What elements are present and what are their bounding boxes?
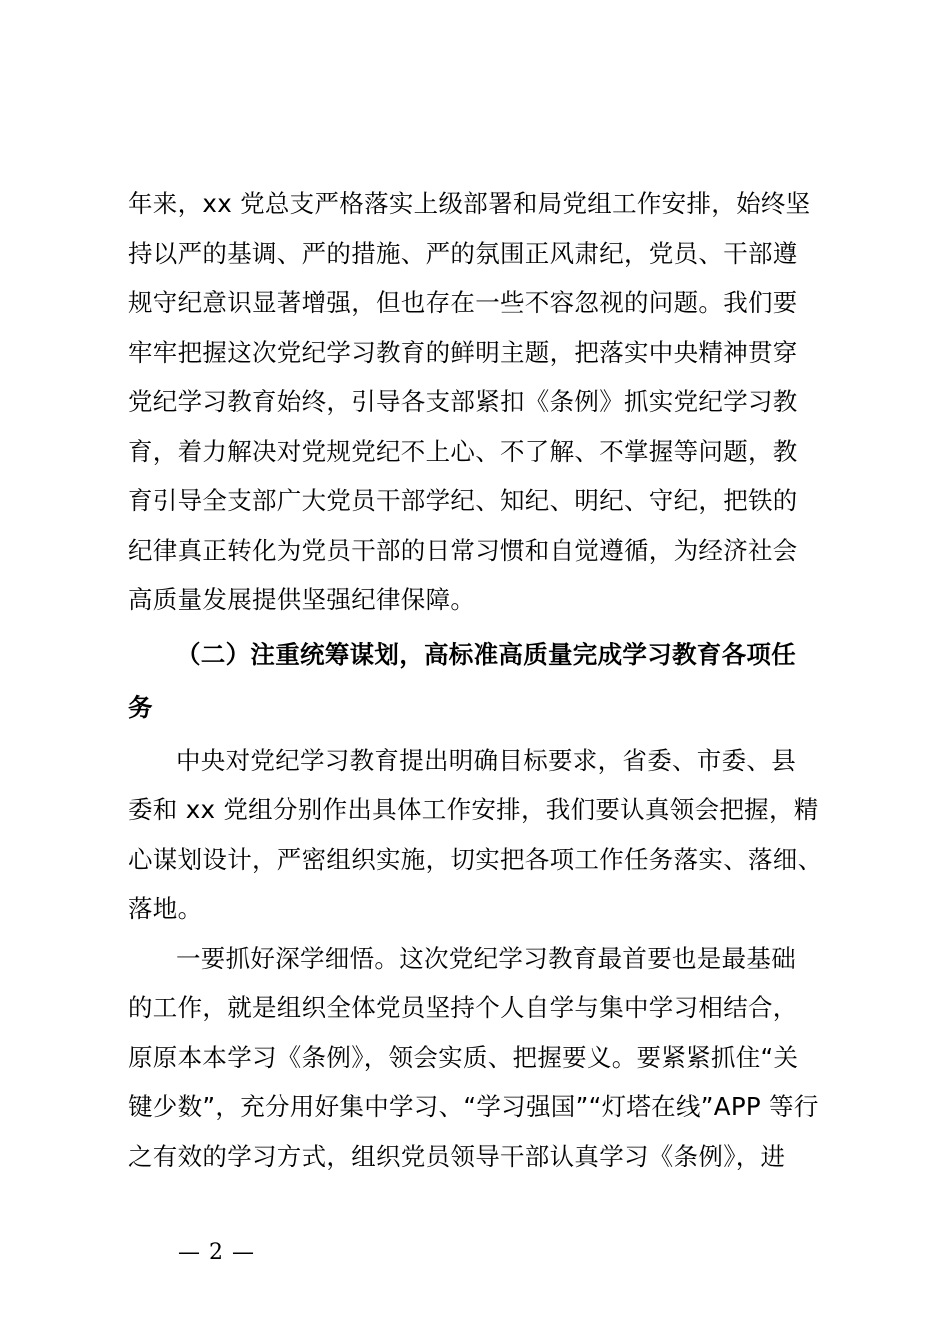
paragraph-3: [128, 934, 840, 1182]
paragraph-line: 键少数”，充分用好集中学习、“学习强国”“灯塔在线”APP 等行: [128, 1092, 819, 1121]
heading-line: （二）注重统筹谋划，高标准高质量完成学习教育各项任: [176, 639, 796, 669]
paragraph-line: 中央对党纪学习教育提出明确目标要求，省委、市委、县: [176, 745, 796, 775]
paragraph-line: 牢牢把握这次党纪学习教育的鲜明主题，把落实中央精神贯穿: [128, 337, 798, 367]
section-heading: [128, 628, 840, 734]
paragraph-line: 年来，xx 党总支严格落实上级部署和局党组工作安排，始终坚: [128, 189, 811, 218]
paragraph-line: 规守纪意识显著增强，但也存在一些不容忽视的问题。我们要: [128, 288, 798, 317]
paragraph-line: 育，着力解决对党规党纪不上心、不了解、不掌握等问题，教: [128, 436, 798, 466]
paragraph-line: 之有效的学习方式，组织党员领导干部认真学习《条例》，进: [128, 1141, 786, 1171]
paragraph-line: 落地。: [128, 894, 203, 923]
paragraph-line: 一要抓好深学细悟。这次党纪学习教育最首要也是最基础: [176, 943, 796, 973]
paragraph-line: 原原本本学习《条例》，领会实质、把握要义。要紧紧抓住“关: [128, 1042, 799, 1072]
paragraph-line: 育引导全支部广大党员干部学纪、知纪、明纪、守纪，把铁的: [128, 486, 798, 515]
paragraph-line: 的工作，就是组织全体党员坚持个人自学与集中学习相结合，: [128, 993, 798, 1022]
paragraph-2: [128, 736, 840, 934]
document-body: [128, 179, 840, 1181]
paragraph-line: 委和 xx 党组分别作出具体工作安排，我们要认真领会把握，精: [128, 795, 819, 824]
page-number: — 2 —: [178, 1240, 255, 1265]
paragraph-1: [128, 179, 840, 625]
paragraph-line: 心谋划设计，严密组织实施，切实把各项工作任务落实、落细、: [128, 844, 823, 874]
paragraph-line: 持以严的基调、严的措施、严的氛围正风肃纪，党员、干部遵: [128, 238, 798, 268]
heading-line: 务: [128, 692, 153, 722]
paragraph-line: 高质量发展提供坚强纪律保障。: [128, 585, 476, 614]
paragraph-line: 纪律真正转化为党员干部的日常习惯和自觉遵循，为经济社会: [128, 535, 798, 565]
paragraph-line: 党纪学习教育始终，引导各支部紧扣《条例》抓实党纪学习教: [128, 387, 798, 416]
